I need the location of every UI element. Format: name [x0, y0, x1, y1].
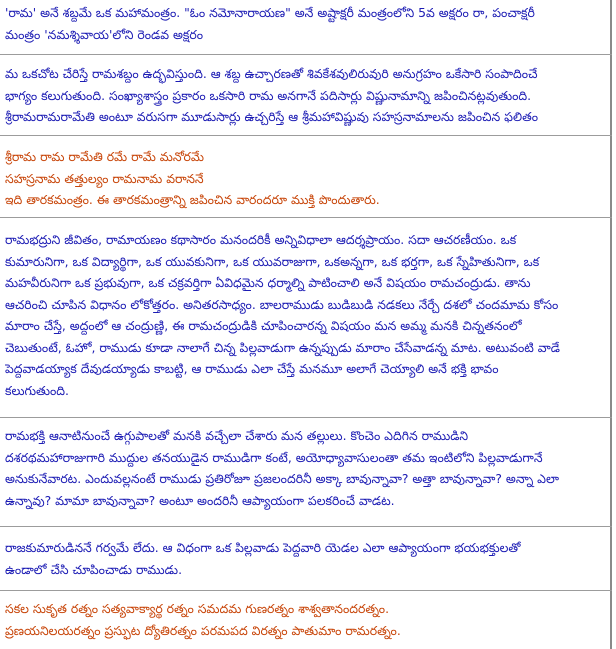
text-line: చెబుతుంటే, ఓహో, రాముడు కూడా నాలాగే చిన్న పిల్లవాడుగా ఉన్నప్పుడు మారాం చేసేవాడన్న మాట. అటువంటి వాడే — [5, 339, 560, 355]
text-line: ఉన్నావు? మామా బావున్నావా? అంటూ అందరినీ ఆప్యాయంగా పలకరించే వాడట. — [5, 492, 395, 508]
divider — [0, 217, 612, 218]
shloka-line: శ్రీరామ రామ రామేతి రమే రామే మనోరమే — [5, 149, 204, 164]
paragraph-1 — [5, 2, 605, 45]
divider — [0, 135, 612, 136]
text-line: ఉండాలో చేసి చూపించాడు రాముడు. — [5, 561, 183, 577]
closing-shloka — [5, 598, 605, 641]
paragraph-5 — [5, 425, 605, 511]
text-line: దశరథమహారాజుగారి ముద్దుల తనయుడైన రాముడిగా కంటే, అయోధ్యావాసులంతా తమ ఇంటిలోని పిల్లవాడుగానే — [5, 449, 543, 465]
shloka-line: ప్రణయనిలయరత్నం ప్రస్ఫుట ద్యోతిరత్నం పరమపద విరత్నం పాతుమాం రామరత్నం. — [5, 622, 401, 638]
text-line: మ ఒకచోట చేరిస్తే రామశబ్దం ఉద్భవిస్తుంది. ఆ శబ్ద ఉచ్చారణతో శివకేశవులిరువురి అనుగ్రహం ఒకేసారి సంపాదించే — [5, 66, 538, 81]
paragraph-2 — [5, 63, 605, 128]
divider — [0, 526, 612, 527]
shloka-line: సకల సుకృత రత్నం సత్యవాక్యార్థ రత్నం సమదమ గుణరత్నం శాశ్వతానందరత్నం. — [5, 601, 390, 616]
paragraph-4 — [5, 229, 605, 401]
shloka-line: సహస్రనామ తత్తుల్యం రామనామ వరాననే — [5, 170, 204, 186]
divider — [0, 54, 612, 55]
text-line: రాజకుమారుడిననే గర్వమే లేదు. ఆ విధంగా ఒక పిల్లవాడు పెద్దవారి యెడల ఎలా ఆప్యాయంగా భయభక్తులతో — [5, 540, 521, 555]
text-line: మహవీరునిగా ఒక ప్రభువుగా, ఒక చక్రవర్తిగా ఏవిధమైన ధర్మాల్ని పాటించాలి అనే విషయం రామచంద్రుడు. తాను — [5, 275, 531, 290]
text-line: మారాం చేస్తే, అద్దంలో ఆ చంద్రుణ్ణి, ఈ రామచంద్రుడికి చూపించారన్న విషయం మన అమ్మ మనకి చిన్నతనంలో — [5, 318, 522, 333]
text-line: శ్రీరామరామరామేతి అంటూ వరుసగా మూడుసార్లు ఉచ్చరిస్తే ఆ శ్రీమహావిష్ణువు సహస్రనామాలను జపించిన ఫలితం — [5, 109, 538, 124]
paragraph-6 — [5, 537, 605, 580]
text-line: కలుగుతుంది. — [5, 382, 69, 398]
shloka-block — [5, 146, 605, 211]
text-line: ఆచరించి చూపిన విధానం లోకోత్తరం. అనితరసాధ్యం. బాలరాముడు బుడిబుడి నడకలు నేర్చే దశలో చందమామ కోసం — [5, 296, 559, 312]
text-line: కుమారునిగా, ఒక విద్యార్థిగా, ఒక యువకునిగా, ఒక యువరాజుగా, ఒకఅన్నగా, ఒక భర్తగా, ఒక స్నేహితునిగా, ఒక — [5, 253, 540, 269]
text-line: 'రామ' అనే శబ్దమే ఒక మహామంత్రం. "ఓం నమోనారాయణ" అనే అష్టాక్షరీ మంత్రంలోని 5వ అక్షరం రా, పంచాక్షరీ — [5, 5, 535, 20]
divider — [0, 590, 612, 591]
text-line: భాగ్యం కలుగుతుంది. సంఖ్యాశాస్త్రం ప్రకారం ఒకసారి రామ అనగానే పదిసార్లు విష్ణునామాన్ని జపించినట్లవుతుంది. — [5, 87, 532, 103]
text-line: రామభక్తి ఆనాటినుంచే ఉగ్గుపాలతో మనకి వచ్చేలా చేశారు మన తల్లులు. కొంచెం ఎదిగిన రాముడిని — [5, 428, 469, 443]
text-line: అనుకునేవారట. ఎందువల్లనంటే రాముడు ప్రతిరోజూ ప్రజలందరినీ అక్కా బావున్నావా? అత్తా బావున్నావా? అన్నా ఎలా — [5, 471, 559, 486]
divider — [0, 417, 612, 418]
text-line: రామభద్రుని జీవితం, రామాయణం కథాసారం మనందరికీ అన్నివిధాలా ఆదర్శప్రాయం. సదా ఆచరణీయం. ఒక — [5, 232, 517, 247]
text-line: మంత్రం 'నమశ్శివాయ'లోని రెండవ అక్షరం — [5, 26, 203, 42]
text-line: పెద్దవాడయ్యాక దేవుడయ్యాడు కాబట్టి, ఆ రాముడు ఎలా చేస్తే మనమూ అలాగే చెయ్యాలి అనే భక్తి భావం — [5, 361, 499, 376]
text-line: ఇది తారకమంత్రం. ఈ తారకమంత్రాన్ని జపించిన వారందరూ ముక్తి పొందుతారు. — [5, 192, 380, 207]
